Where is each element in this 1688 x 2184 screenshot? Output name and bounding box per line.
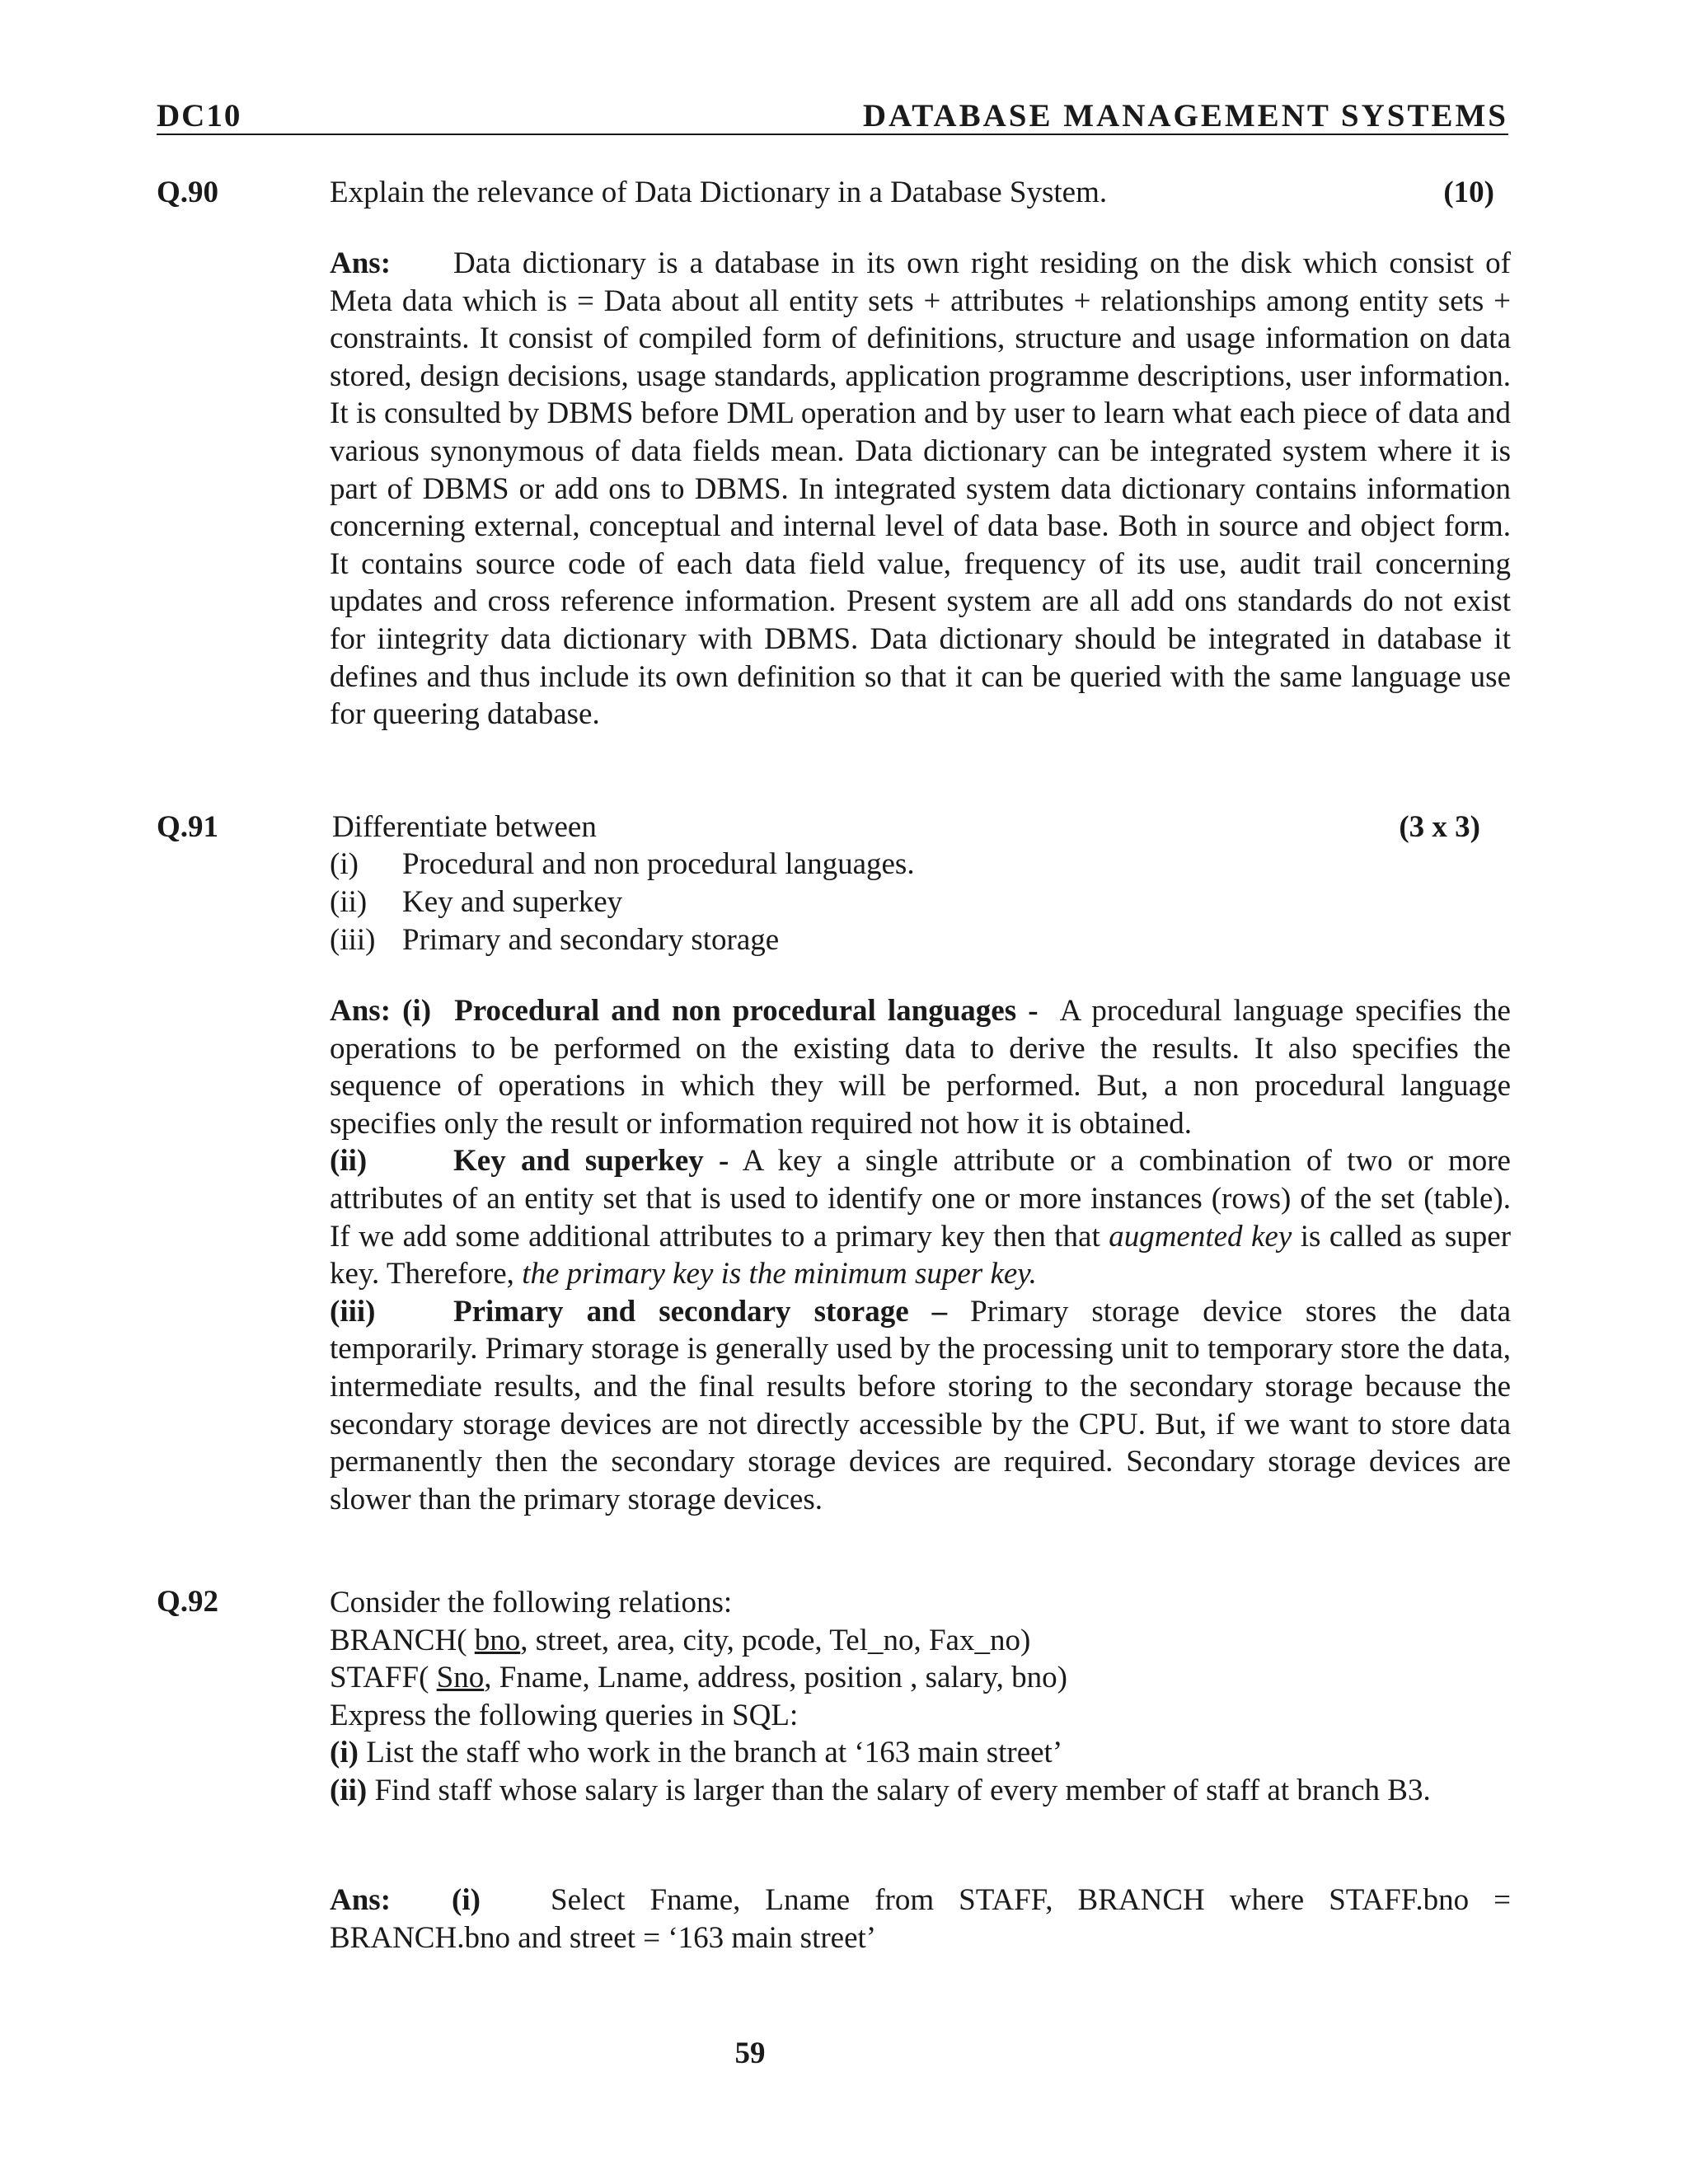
question-number-92: Q.92 (157, 1585, 219, 1619)
question-number-91: Q.91 (157, 810, 219, 844)
answer-91-ii-text: A key a single attribute or a combination of two or more attributes of an entity set that is used to identify one or more instances (rows) of the set (table). If we add some additional attributes to a primary key then that (330, 1144, 1511, 1254)
list-item-text: Key and superkey (402, 885, 623, 919)
query-2-number: (ii) (330, 1773, 368, 1807)
answer-91-ii-text-2: is called as super key. Therefore, (330, 1219, 1512, 1291)
list-item-number: (ii) (330, 885, 368, 919)
list-item-number: (i) (330, 847, 359, 881)
relation-staff-name: STAFF( (330, 1661, 429, 1695)
relation-branch-attributes: , street, area, city, pcode, Tel_no, Fax_no) (520, 1623, 1031, 1657)
course-title: DATABASE MANAGEMENT SYSTEMS (862, 98, 1508, 134)
question-92-text (330, 1584, 1484, 1810)
question-92-intro: Consider the following relations: (330, 1586, 733, 1619)
query-1-number: (i) (330, 1736, 359, 1770)
question-92-express: Express the following queries in SQL: (330, 1698, 799, 1732)
header-rule (157, 134, 1508, 135)
list-item-number: (iii) (330, 923, 376, 957)
answer-91-iii-number: (iii) (330, 1294, 376, 1329)
answer-91-i-heading: Procedural and non procedural languages - (454, 994, 1039, 1028)
list-item (330, 846, 915, 883)
relation-staff (330, 1661, 1067, 1694)
list-item-text: Primary and secondary storage (402, 923, 780, 957)
answer-label: Ans: (330, 246, 392, 280)
answer-91-ii-italic: augmented key (1109, 1219, 1292, 1254)
answer-91-iii-heading: Primary and secondary storage – (453, 1294, 948, 1329)
answer-90-text: Data dictionary is a database in its own right residing on the disk which consist of Meta data which is = Data about all entity sets + attributes + relationships among entity sets + constraints. It consist of compiled form of definitions, structure and usage information on data stored, design decisions, usage standards, application programme descriptions, user information. It is consulted by DBMS before DML operation and by user to learn what each piece of data and various synonymous of data fields mean. Data dictionary can be integrated system where it is part of DBMS or add ons to DBMS. In integrated system data dictionary contains information concerning external, conceptual and internal level of data base. Both in source and object form. It contains source code of each data field value, frequency of its use, audit trail concerning updates and cross reference information. Present system are all add ons standards do not exist for iintegrity data dictionary with DBMS. Data dictionary should be integrated in database it defines and thus include its own definition so that it can be queried with the same language use for queering database. (330, 246, 1511, 732)
query-2 (330, 1772, 1484, 1810)
answer-92-number: (i) (452, 1883, 481, 1917)
relation-staff-attributes: , Fname, Lname, address, position , salary, bno) (484, 1661, 1067, 1695)
answer-91-i-text: A procedural language specifies the operations to be performed on the existing data to derive the results. It also specifies the sequence of operations in which they will be performed. But, a non procedural language specifies only the result or information required not how it is obtained. (330, 994, 1511, 1141)
question-90-marks: (10) (1443, 176, 1494, 209)
answer-91 (330, 992, 1511, 1518)
relation-branch-key: bno (474, 1623, 521, 1657)
answer-label: Ans: (i) (330, 994, 432, 1028)
list-item (330, 921, 779, 959)
query-2-text: Find staff whose salary is larger than the salary of every member of staff at branch B3. (374, 1773, 1431, 1807)
question-90-text: Explain the relevance of Data Dictionary in a Database System. (330, 176, 1108, 209)
answer-label: Ans: (330, 1883, 392, 1917)
page-header (157, 97, 1508, 137)
answer-92-sql: Select Fname, Lname from STAFF, BRANCH where STAFF.bno = BRANCH.bno and street = ‘163 main street’ (330, 1883, 1511, 1955)
question-91-text: Differentiate between (332, 810, 597, 844)
answer-91-ii-italic-2: the primary key is the minimum super key. (522, 1257, 1037, 1291)
query-1-text: List the staff who work in the branch at ‘163 main street’ (366, 1736, 1063, 1770)
relation-branch-name: BRANCH( (330, 1623, 467, 1657)
question-number-90: Q.90 (157, 176, 219, 209)
page-number: 59 (734, 2036, 766, 2070)
course-code: DC10 (157, 98, 242, 134)
answer-91-ii-number: (ii) (330, 1144, 368, 1179)
answer-91-ii-heading: Key and superkey - (453, 1144, 729, 1179)
list-item (330, 883, 622, 921)
relation-branch (330, 1624, 1030, 1657)
answer-90 (330, 245, 1511, 733)
question-91-marks: (3 x 3) (1399, 810, 1480, 844)
relation-staff-key: Sno (436, 1661, 485, 1695)
list-item-text: Procedural and non procedural languages. (402, 847, 915, 881)
answer-92 (330, 1882, 1511, 1957)
answer-91-iii-text: Primary storage device stores the data temporarily. Primary storage is generally used by the processing unit to temporary store the data, intermediate results, and the final results before storing to the secondary storage because the secondary storage devices are not directly accessible by the CPU. But, if we want to store data permanently then the secondary storage devices are required. Secondary storage devices are slower than the primary storage devices. (330, 1294, 1511, 1516)
